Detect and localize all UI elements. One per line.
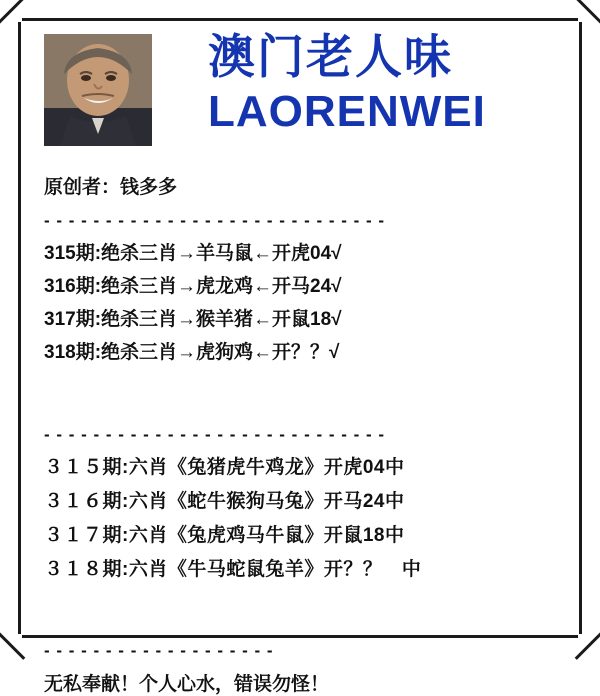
title-block bbox=[208, 28, 578, 138]
poster-header bbox=[28, 28, 572, 150]
frame-left-line bbox=[18, 6, 21, 650]
list-item: 317期:绝杀三肖→猴羊猪←开鼠18√ bbox=[44, 309, 342, 330]
page-title-cn: 澳门老人味 bbox=[208, 30, 453, 83]
frame-right-line bbox=[579, 6, 582, 650]
frame-corner-top-left bbox=[0, 0, 22, 22]
frame-corner-top-right bbox=[578, 0, 600, 22]
frame-corner-bottom-left bbox=[0, 634, 22, 656]
list-item: ３１８期:六肖《牛马蛇鼠兔羊》开？？ 中 bbox=[44, 559, 422, 580]
list-item: 318期:绝杀三肖→虎狗鸡←开？？√ bbox=[44, 342, 340, 363]
divider-bottom: - - - - - - - - - - - - - - - - - - - bbox=[44, 641, 274, 660]
list-item: ３１５期:六肖《兔猪虎牛鸡龙》开虎04中 bbox=[44, 457, 405, 478]
spacer-2 bbox=[28, 587, 572, 629]
frame-corner-bottom-right bbox=[578, 634, 600, 656]
frame-top-line bbox=[6, 18, 594, 21]
list-item: ３１７期:六肖《兔虎鸡马牛鼠》开鼠18中 bbox=[44, 525, 405, 546]
prediction-list-section1 bbox=[28, 237, 572, 369]
frame-bottom-line bbox=[6, 635, 594, 638]
divider-top: - - - - - - - - - - - - - - - - - - - - - - - - - - - - bbox=[44, 211, 386, 230]
spacer-1 bbox=[28, 369, 572, 413]
poster-content bbox=[28, 28, 572, 695]
list-item: 316期:绝杀三肖→虎龙鸡←开马24√ bbox=[44, 276, 342, 297]
list-item: ３１６期:六肖《蛇牛猴狗马兔》开马24中 bbox=[44, 491, 405, 512]
prediction-list-section2 bbox=[28, 451, 572, 587]
author-line: 原创者：钱多多 bbox=[44, 177, 178, 198]
page-title-en: LAORENWEI bbox=[208, 87, 486, 136]
divider-middle: - - - - - - - - - - - - - - - - - - - - - - - - - - - - bbox=[44, 425, 386, 444]
list-item: 315期:绝杀三肖→羊马鼠←开虎04√ bbox=[44, 243, 342, 264]
footer-note: 无私奉献！个人心水，错误勿怪！ bbox=[44, 674, 330, 695]
avatar bbox=[44, 34, 152, 146]
